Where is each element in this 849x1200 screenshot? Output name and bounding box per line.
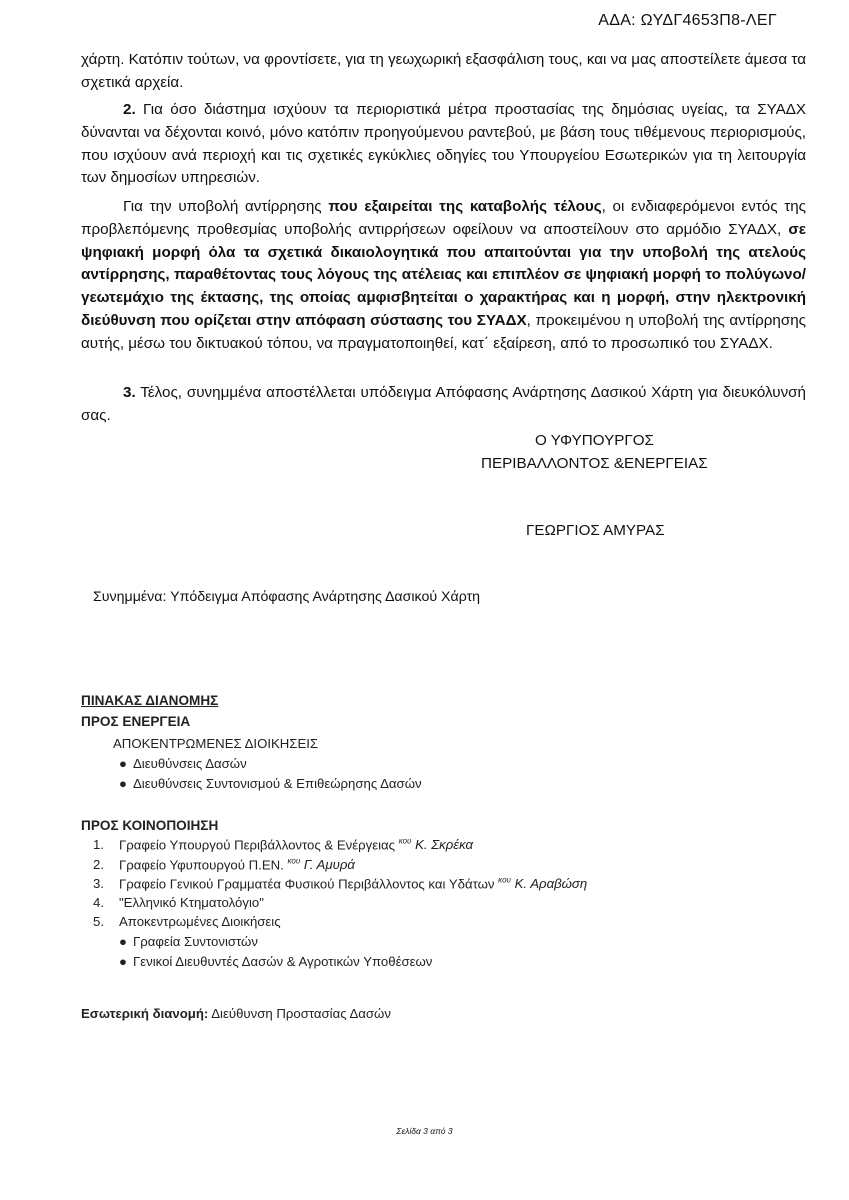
notify-item-number: 1. xyxy=(93,837,104,853)
notify-item-sup: κου xyxy=(498,876,511,885)
paragraph-4-number: 3. xyxy=(123,384,136,401)
notify-item-text: Αποκεντρωμένες Διοικήσεις xyxy=(119,914,281,929)
notify-item-text: "Ελληνικό Κτηματολόγιο" xyxy=(119,895,264,910)
notify-subitem xyxy=(119,954,432,969)
paragraph-3-b: που εξαιρείται της καταβολής τέλους xyxy=(328,198,602,215)
paragraph-2 xyxy=(81,99,806,190)
distribution-title: ΠΙΝΑΚΑΣ ΔΙΑΝΟΜΗΣ xyxy=(81,693,219,708)
paragraph-2-number: 2. xyxy=(123,101,136,118)
ada-code: ΑΔΑ: ΩΥΔΓ4653Π8-ΛΕΓ xyxy=(598,12,777,29)
internal-distribution-value: Διεύθυνση Προστασίας Δασών xyxy=(208,1006,391,1021)
notify-heading: ΠΡΟΣ ΚΟΙΝΟΠΟΙΗΣΗ xyxy=(81,818,219,833)
page-number: Σελίδα 3 από 3 xyxy=(396,1126,453,1136)
internal-distribution xyxy=(81,1006,391,1021)
notify-item-number: 2. xyxy=(93,857,104,873)
notify-item xyxy=(93,857,355,872)
notify-item-sup: κου xyxy=(398,837,412,846)
paragraph-3 xyxy=(81,196,806,356)
notify-item xyxy=(93,837,473,852)
notify-item-text: Γραφείο Γενικού Γραμματέα Φυσικού Περιβάλλοντος και Υδάτων xyxy=(119,876,499,892)
paragraph-1: χάρτη. Κατόπιν τούτων, να φροντίσετε, για τη γεωχωρική εξασφάλιση τους, και να μας αποστείλετε άμεσα τα σχετικά αρχεία. xyxy=(81,51,806,91)
attachments-line: Συνημμένα: Υπόδειγμα Απόφασης Ανάρτησης Δασικού Χάρτη xyxy=(93,589,481,605)
notify-item-number: 4. xyxy=(93,895,104,910)
action-item-label: Διευθύνσεις Δασών xyxy=(133,756,247,771)
action-item-label: Διευθύνσεις Συντονισμού & Επιθεώρησης Δασών xyxy=(133,776,422,791)
notify-subitem-label: Γενικοί Διευθυντές Δασών & Αγροτικών Υποθέσεων xyxy=(133,954,433,969)
notify-subitem-label: Γραφεία Συντονιστών xyxy=(133,934,258,949)
notify-item-number: 5. xyxy=(93,914,104,929)
notify-item-sup: κου xyxy=(287,857,301,866)
paragraph-4-text: Τέλος, συνημμένα αποστέλλεται υπόδειγμα Απόφασης Ανάρτησης Δασικού Χάρτη για διευκόλυνσή σας. xyxy=(81,384,806,424)
paragraph-3-d: σε ψηφιακή μορφή όλα τα σχετικά δικαιολογητικά που απαιτούνται για την υποβολή της ατελούς αντίρρησης, παραθέτοντας τους λόγους της ατέλειας και επιπλέον σε ψηφιακή μορφή το πολύγωνο/γεωτεμάχιο της έκτασης, της οποίας αμφισβητείται ο χαρακτήρας και η μορφή, στην ηλεκτρονική διεύθυνση που ορίζεται στην απόφαση σύστασης του ΣΥΑΔΧ xyxy=(81,220,806,329)
bullet-icon: ● xyxy=(119,756,127,771)
notify-item-text: Γραφείο Υφυπουργού Π.ΕΝ. xyxy=(119,857,288,873)
action-group: ΑΠΟΚΕΝΤΡΩΜΕΝΕΣ ΔΙΟΙΚΗΣΕΙΣ xyxy=(113,736,319,751)
notify-item-name: Γ. Αμυρά xyxy=(300,857,355,873)
paragraph-3-c: , οι ενδιαφερόμενοι εντός της προβλεπόμενης προθεσμίας υποβολής αντιρρήσεων οφείλουν να αποστείλουν στο αρμόδιο ΣΥΑΔΧ, xyxy=(81,198,806,238)
signature-title-2: ΠΕΡΙΒΑΛΛΟΝΤΟΣ &ΕΝΕΡΓΕΙΑΣ xyxy=(481,455,708,472)
paragraph-3-e: , προκειμένου η υποβολή της αντίρρησης αυτής, μέσω του δικτυακού τόπου, να πραγματοποιηθεί, κατ΄ εξαίρεση, από το προσωπικό του ΣΥΑΔΧ. xyxy=(81,311,807,352)
signature-name: ΓΕΩΡΓΙΟΣ ΑΜΥΡΑΣ xyxy=(526,522,665,539)
notify-subitem xyxy=(119,934,258,949)
bullet-icon: ● xyxy=(119,954,127,969)
signature-title-1: Ο ΥΦΥΠΟΥΡΓΟΣ xyxy=(535,432,654,449)
paragraph-2-text: Για όσο διάστημα ισχύουν τα περιοριστικά μέτρα προστασίας της δημόσιας υγείας, τα ΣΥΑΔΧ δύνανται να δέχονται κοινό, μόνο κατόπιν προηγούμενου ραντεβού, με βάση τους τιθέμενους περιορισμούς, που ισχύουν ανά περιοχή και τις σχετικές εγκύκλιες οδηγίες του Υπουργείου Εσωτερικών για τη λειτουργία των δημοσίων υπηρεσιών. xyxy=(81,101,806,187)
notify-item-name: Κ. Αραβώση xyxy=(510,876,588,892)
action-item xyxy=(119,776,422,791)
action-heading: ΠΡΟΣ ΕΝΕΡΓΕΙΑ xyxy=(81,714,191,729)
internal-distribution-label: Εσωτερική διανομή: xyxy=(81,1006,209,1021)
bullet-icon: ● xyxy=(119,776,127,791)
notify-item-number: 3. xyxy=(93,876,104,892)
paragraph-3-a: Για την υποβολή αντίρρησης xyxy=(123,198,329,215)
action-item xyxy=(119,756,247,771)
notify-item xyxy=(93,895,264,910)
notify-item-text: Γραφείο Υπουργού Περιβάλλοντος & Ενέργειας xyxy=(119,837,399,853)
notify-item xyxy=(93,914,281,929)
notify-item xyxy=(93,876,587,891)
paragraph-4 xyxy=(81,382,806,428)
notify-item-name: Κ. Σκρέκα xyxy=(411,837,474,853)
bullet-icon: ● xyxy=(119,934,127,949)
